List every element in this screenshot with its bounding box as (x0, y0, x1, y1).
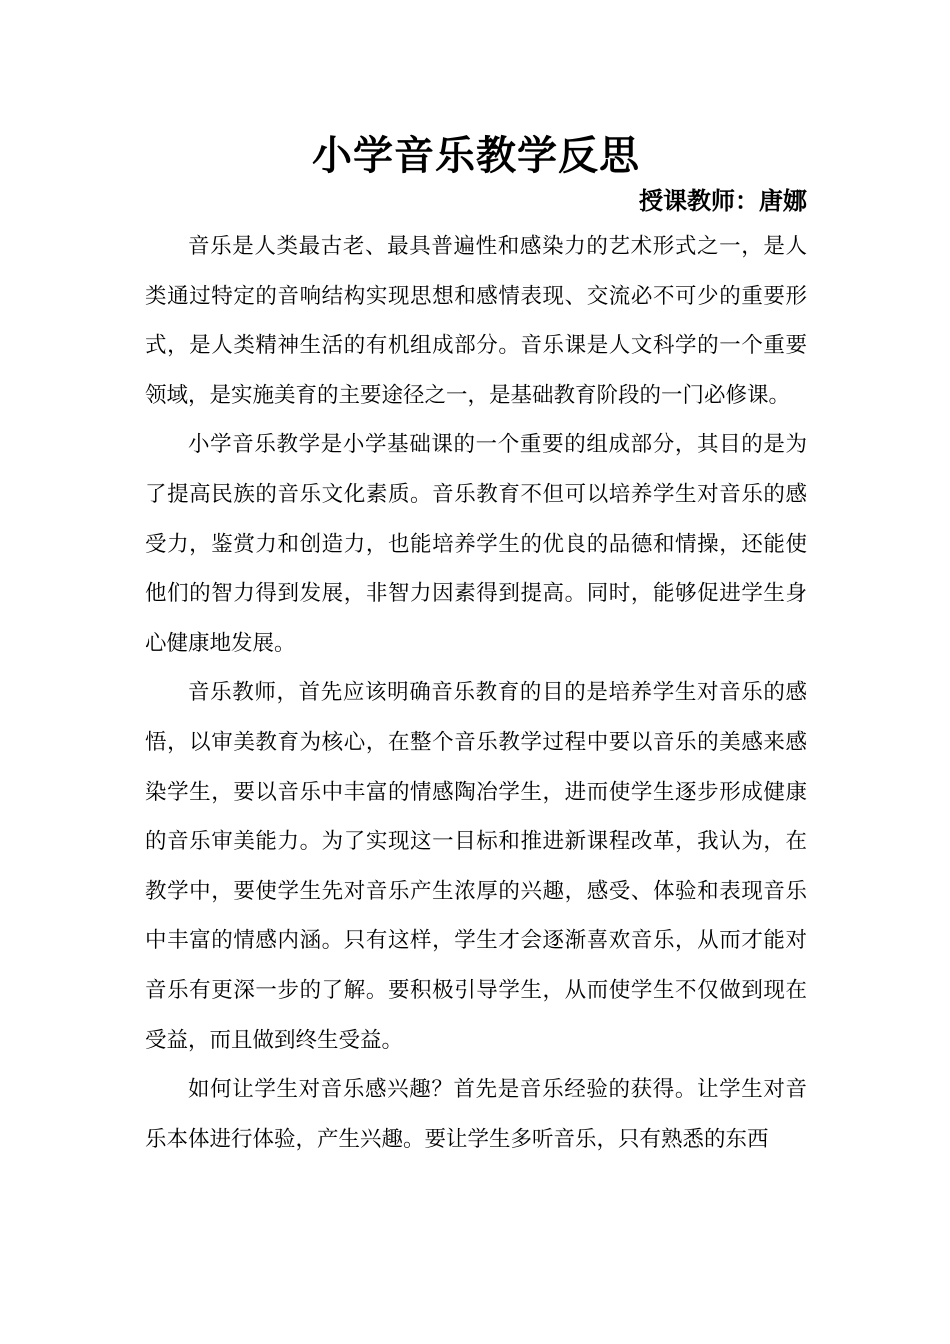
paragraph-3: 音乐教师，首先应该明确音乐教育的目的是培养学生对音乐的感悟，以审美教育为核心，在整个音乐教学过程中要以音乐的美感来感染学生，要以音乐中丰富的情感陶冶学生，进而使学生逐步形成健康的音乐审美能力。为了实现这一目标和推进新课程改革，我认为，在教学中，要使学生先对音乐产生浓厚的兴趣，感受、体验和表现音乐中丰富的情感内涵。只有这样，学生才会逐渐喜欢音乐，从而才能对音乐有更深一步的了解。要积极引导学生，从而使学生不仅做到现在受益，而且做到终生受益。 (145, 680, 807, 1053)
teacher-line: 授课教师：唐娜 (639, 186, 807, 215)
document-page (145, 128, 807, 1164)
paragraph-4: 如何让学生对音乐感兴趣？首先是音乐经验的获得。让学生对音乐本体进行体验，产生兴趣。要让学生多听音乐，只有熟悉的东西 (145, 1077, 807, 1152)
document-title: 小学音乐教学反思 (312, 132, 640, 179)
paragraph-2: 小学音乐教学是小学基础课的一个重要的组成部分，其目的是为了提高民族的音乐文化素质。音乐教育不但可以培养学生对音乐的感受力，鉴赏力和创造力，也能培养学生的优良的品德和情操，还能使他们的智力得到发展，非智力因素得到提高。同时，能够促进学生身心健康地发展。 (145, 432, 807, 656)
paragraph-1: 音乐是人类最古老、最具普遍性和感染力的艺术形式之一，是人类通过特定的音响结构实现思想和感情表现、交流必不可少的重要形式，是人类精神生活的有机组成部分。音乐课是人文科学的一个重要领域，是实施美育的主要途径之一，是基础教育阶段的一门必修课。 (145, 234, 807, 408)
